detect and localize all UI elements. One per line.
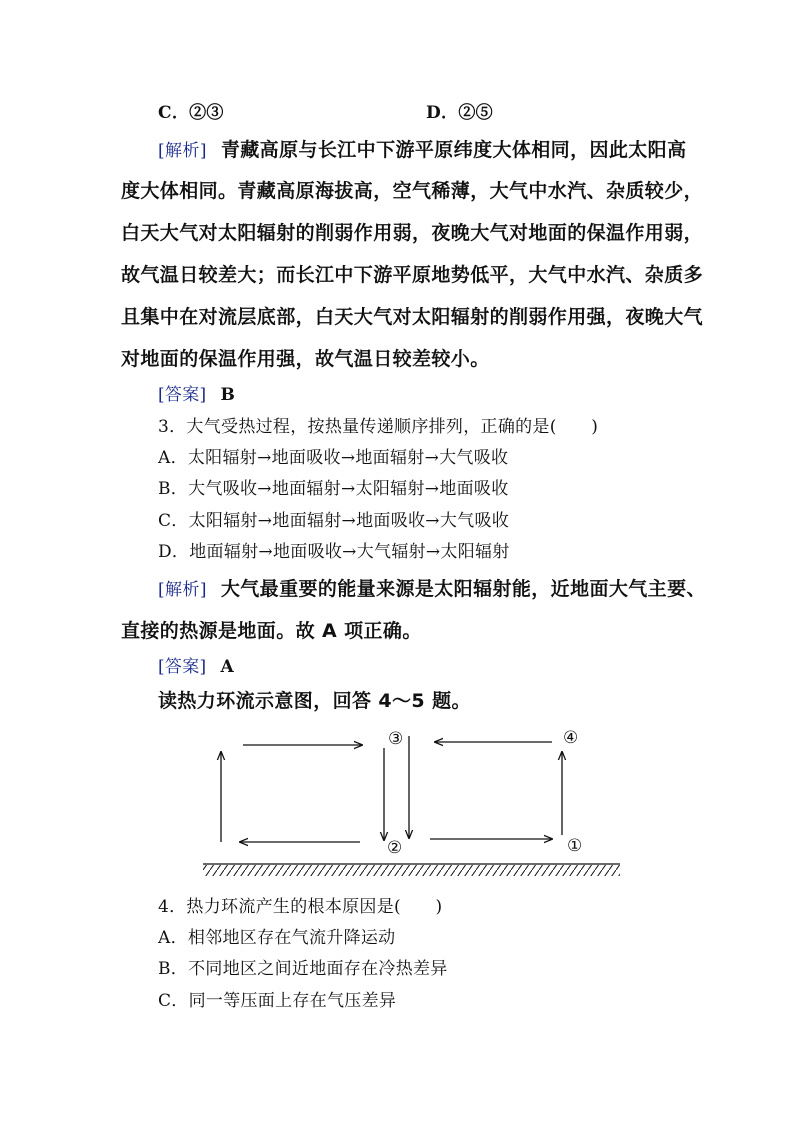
answer-tag-2: [答案] bbox=[158, 657, 207, 677]
analysis-paragraph-1-line-5: 且集中在对流层底部，白天大气对太阳辐射的削弱作用强，夜晚大气 bbox=[121, 306, 704, 328]
answer-tag: [答案] bbox=[158, 385, 207, 405]
ground-hatching bbox=[203, 865, 620, 876]
q3-stem: 3．大气受热过程，按热量传递顺序排列，正确的是( ) bbox=[158, 417, 599, 437]
analysis-tag-2: [解析] bbox=[158, 580, 207, 600]
point-label-2: ② bbox=[387, 838, 403, 858]
point-label-4: ④ bbox=[563, 728, 579, 748]
answer-value: B bbox=[220, 385, 236, 405]
diagram-intro: 读热力环流示意图，回答 4～5 题。 bbox=[158, 690, 471, 712]
analysis-tag: [解析] bbox=[158, 141, 207, 161]
q4-stem: 4．热力环流产生的根本原因是( ) bbox=[158, 897, 443, 917]
analysis-text-2: 大气最重要的能量来源是太阳辐射能，近地面大气主要、 bbox=[220, 578, 706, 600]
q2-option-c: C．②③ bbox=[158, 103, 224, 123]
q3-option-a: A．太阳辐射→地面吸收→地面辐射→大气吸收 bbox=[158, 448, 509, 468]
analysis-paragraph-2-line-2: 直接的热源是地面。故 A 项正确。 bbox=[121, 620, 422, 642]
analysis-text: 青藏高原与长江中下游平原纬度大体相同，因此太阳高 bbox=[220, 139, 687, 161]
q3-option-c: C．太阳辐射→地面辐射→地面吸收→大气吸收 bbox=[158, 511, 510, 531]
q4-option-a: A．相邻地区存在气流升降运动 bbox=[158, 928, 396, 948]
q4-option-b: B．不同地区之间近地面存在冷热差异 bbox=[158, 959, 448, 979]
answer-value-2: A bbox=[220, 657, 234, 677]
q3-option-d: D．地面辐射→地面吸收→大气辐射→太阳辐射 bbox=[158, 542, 510, 562]
point-label-3: ③ bbox=[388, 729, 404, 749]
analysis-paragraph-1-line-3: 白天大气对太阳辐射的削弱作用弱，夜晚大气对地面的保温作用弱， bbox=[121, 222, 704, 244]
analysis-paragraph-1-line-4: 故气温日较差大；而长江中下游平原地势低平，大气中水汽、杂质多 bbox=[121, 264, 704, 286]
q3-option-b: B．大气吸收→地面辐射→太阳辐射→地面吸收 bbox=[158, 479, 509, 499]
q2-option-d: D．②⑤ bbox=[426, 103, 493, 123]
analysis-paragraph-1-line-2: 度大体相同。青藏高原海拔高，空气稀薄，大气中水汽、杂质较少， bbox=[121, 180, 704, 202]
q4-option-c: C．同一等压面上存在气压差异 bbox=[158, 991, 397, 1011]
point-label-1: ① bbox=[567, 836, 583, 856]
analysis-paragraph-1-line-6: 对地面的保温作用强，故气温日较差较小。 bbox=[121, 348, 490, 370]
